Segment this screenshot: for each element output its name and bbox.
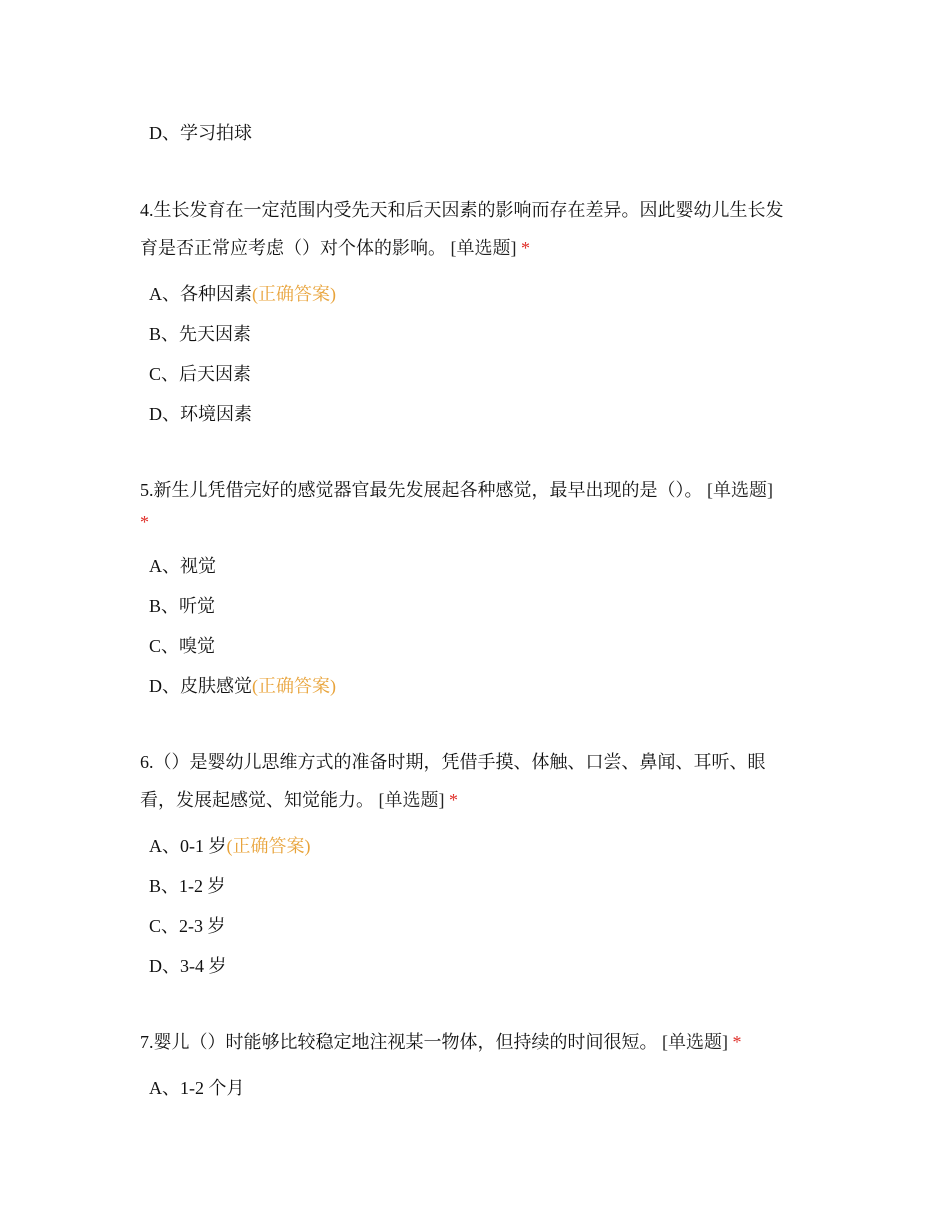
q7-title-text: 7.婴儿（）时能够比较稳定地注视某一物体，但持续的时间很短。 bbox=[140, 1032, 658, 1052]
q3-option-d-label: D、学习拍球 bbox=[149, 123, 252, 143]
q4-correct-answer-badge: (正确答案) bbox=[252, 284, 336, 304]
q5-correct-answer-badge: (正确答案) bbox=[252, 676, 336, 696]
q5-option-a-label: A、视觉 bbox=[149, 556, 216, 576]
q5-option-a[interactable] bbox=[149, 553, 216, 579]
q4-option-c[interactable] bbox=[149, 361, 251, 387]
q6-option-a-label: A、0-1 岁 bbox=[149, 836, 227, 856]
q6-option-c-label: C、2-3 岁 bbox=[149, 916, 226, 936]
q6-option-b[interactable] bbox=[149, 873, 226, 899]
q7-type-tag: [单选题] bbox=[662, 1032, 728, 1052]
q6-option-d[interactable] bbox=[149, 953, 227, 979]
q5-option-b-label: B、听觉 bbox=[149, 596, 216, 616]
q4-option-a[interactable] bbox=[149, 281, 336, 307]
q5-option-d[interactable] bbox=[149, 673, 336, 699]
q5-option-b[interactable] bbox=[149, 593, 215, 619]
q3-option-d[interactable] bbox=[149, 120, 252, 146]
q4-option-d-label: D、环境因素 bbox=[149, 404, 252, 424]
q4-option-b[interactable] bbox=[149, 321, 251, 347]
q7-option-a[interactable] bbox=[149, 1075, 245, 1101]
q4-option-a-label: A、各种因素 bbox=[149, 284, 252, 304]
q4-type-tag: [单选题] bbox=[450, 238, 517, 258]
q5-option-c[interactable] bbox=[149, 633, 215, 659]
q6-option-a[interactable] bbox=[149, 833, 311, 859]
q5-option-c-label: C、嗅觉 bbox=[149, 636, 216, 656]
q6-option-b-label: B、1-2 岁 bbox=[149, 876, 226, 896]
q4-required-mark: * bbox=[521, 238, 530, 258]
q5-required-mark: * bbox=[140, 512, 149, 532]
q5-type-tag: [单选题] bbox=[707, 480, 773, 500]
q6-option-d-label: D、3-4 岁 bbox=[149, 956, 227, 976]
q7-required-mark: * bbox=[732, 1032, 742, 1052]
q5-option-d-label: D、皮肤感觉 bbox=[149, 676, 252, 696]
q6-title-line1: 6.（）是婴幼儿思维方式的准备时期，凭借手摸、体触、口尝、鼻闻、耳听、眼 bbox=[140, 752, 766, 772]
q7-title-line1 bbox=[140, 1027, 820, 1057]
q6-option-c[interactable] bbox=[149, 913, 226, 939]
q4-option-c-label: C、后天因素 bbox=[149, 364, 252, 384]
q6-correct-answer-badge: (正确答案) bbox=[226, 836, 311, 856]
q6-title-text: 看，发展起感觉、知觉能力。 bbox=[140, 790, 374, 810]
q4-title-line2 bbox=[140, 233, 820, 263]
q7-option-a-label: A、1-2 个月 bbox=[149, 1078, 245, 1098]
q4-title-line1: 4.生长发育在一定范围内受先天和后天因素的影响而存在差异。因此婴幼儿生长发 bbox=[140, 200, 784, 220]
q6-title-line2 bbox=[140, 785, 820, 815]
q6-type-tag: [单选题] bbox=[378, 790, 445, 810]
q4-option-d[interactable] bbox=[149, 401, 252, 427]
q4-option-b-label: B、先天因素 bbox=[149, 324, 252, 344]
q4-title-text: 育是否正常应考虑（）对个体的影响。 bbox=[140, 238, 446, 258]
q5-title-text: 5.新生儿凭借完好的感觉器官最先发展起各种感觉，最早出现的是（）。 bbox=[140, 480, 703, 500]
q6-required-mark: * bbox=[449, 790, 458, 810]
q5-title-line1 bbox=[140, 475, 820, 505]
q5-title-line2 bbox=[140, 507, 820, 537]
